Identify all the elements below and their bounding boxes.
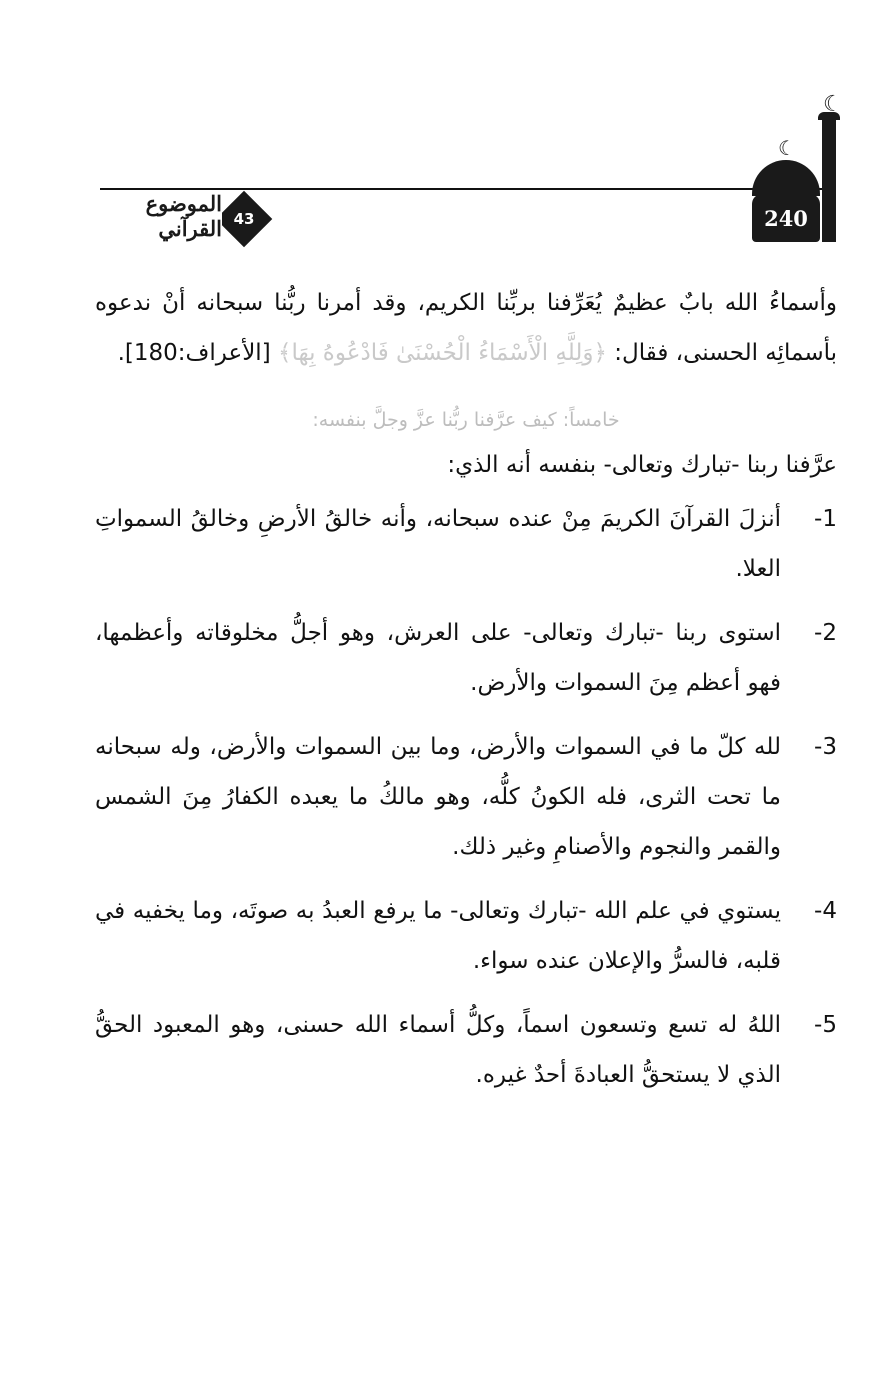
item-text: لله كلّ ما في السموات والأرض، وما بين السموات والأرض، وله سبحانه ما تحت الثرى، فله الكونُ كلُّه، وهو مالكُ ما يعبده الكفارُ مِنَ الشمس والقمر والنجوم والأصنامِ وغير ذلك. bbox=[95, 734, 781, 860]
page-header bbox=[0, 0, 877, 260]
section-heading: خامساً: كيف عرَّفنا ربُّنا عزَّ وجلَّ بنفسه: bbox=[312, 409, 620, 431]
points-list bbox=[95, 494, 837, 1100]
item-number: 2- bbox=[814, 620, 837, 646]
item-text: أنزلَ القرآنَ الكريمَ مِنْ عنده سبحانه، وأنه خالقُ الأرضِ وخالقُ السمواتِ العلا. bbox=[95, 506, 781, 582]
list-item bbox=[95, 1000, 837, 1100]
item-number: 4- bbox=[814, 898, 837, 924]
lesson-number: 43 bbox=[233, 210, 255, 228]
book-title: الموضوع القرآني bbox=[98, 194, 222, 238]
quran-verse: ﴿وَلِلَّهِ الْأَسْمَاءُ الْحُسْنَىٰ فَادْعُوهُ بِهَا﴾ bbox=[278, 340, 607, 366]
section-intro: عرَّفنا ربنا -تبارك وتعالى- بنفسه أنه الذي: bbox=[447, 452, 837, 478]
list-item bbox=[95, 722, 837, 872]
list-item bbox=[95, 494, 837, 594]
intro-paragraph bbox=[95, 278, 837, 378]
list-item bbox=[95, 608, 837, 708]
crescent-icon: ☾ bbox=[823, 92, 843, 117]
minaret-decoration bbox=[822, 118, 836, 242]
item-number: 3- bbox=[814, 734, 837, 760]
item-text: اللهُ له تسع وتسعون اسماً، وكلُّ أسماء الله حسنى، وهو المعبود الحقُّ الذي لا يستحقُّ العبادةَ أحدٌ غيره. bbox=[95, 1012, 781, 1088]
header-rule bbox=[100, 188, 827, 190]
item-text: استوى ربنا -تبارك وتعالى- على العرش، وهو أجلُّ مخلوقاته وأعظمها، فهو أعظم مِنَ السموات والأرض. bbox=[95, 620, 781, 696]
item-number: 5- bbox=[814, 1012, 837, 1038]
intro-text: وأسماءُ الله بابٌ عظيمٌ يُعَرِّفنا بربِّنا الكريم، وقد أمرنا ربُّنا سبحانه أنْ ندعوه بأسمائِه الحسنى، فقال: bbox=[95, 290, 837, 366]
item-number: 1- bbox=[814, 506, 837, 532]
list-item bbox=[95, 886, 837, 986]
item-text: يستوي في علم الله -تبارك وتعالى- ما يرفع العبدُ به صوتَه، وما يخفيه في قلبه، فالسرُّ والإعلان عنده سواء. bbox=[95, 898, 781, 974]
page-content bbox=[95, 278, 837, 1114]
crescent-icon: ☾ bbox=[778, 136, 796, 160]
dome-decoration bbox=[752, 160, 820, 196]
verse-citation: [الأعراف:180]. bbox=[117, 340, 271, 366]
page-number: 240 bbox=[752, 194, 820, 242]
